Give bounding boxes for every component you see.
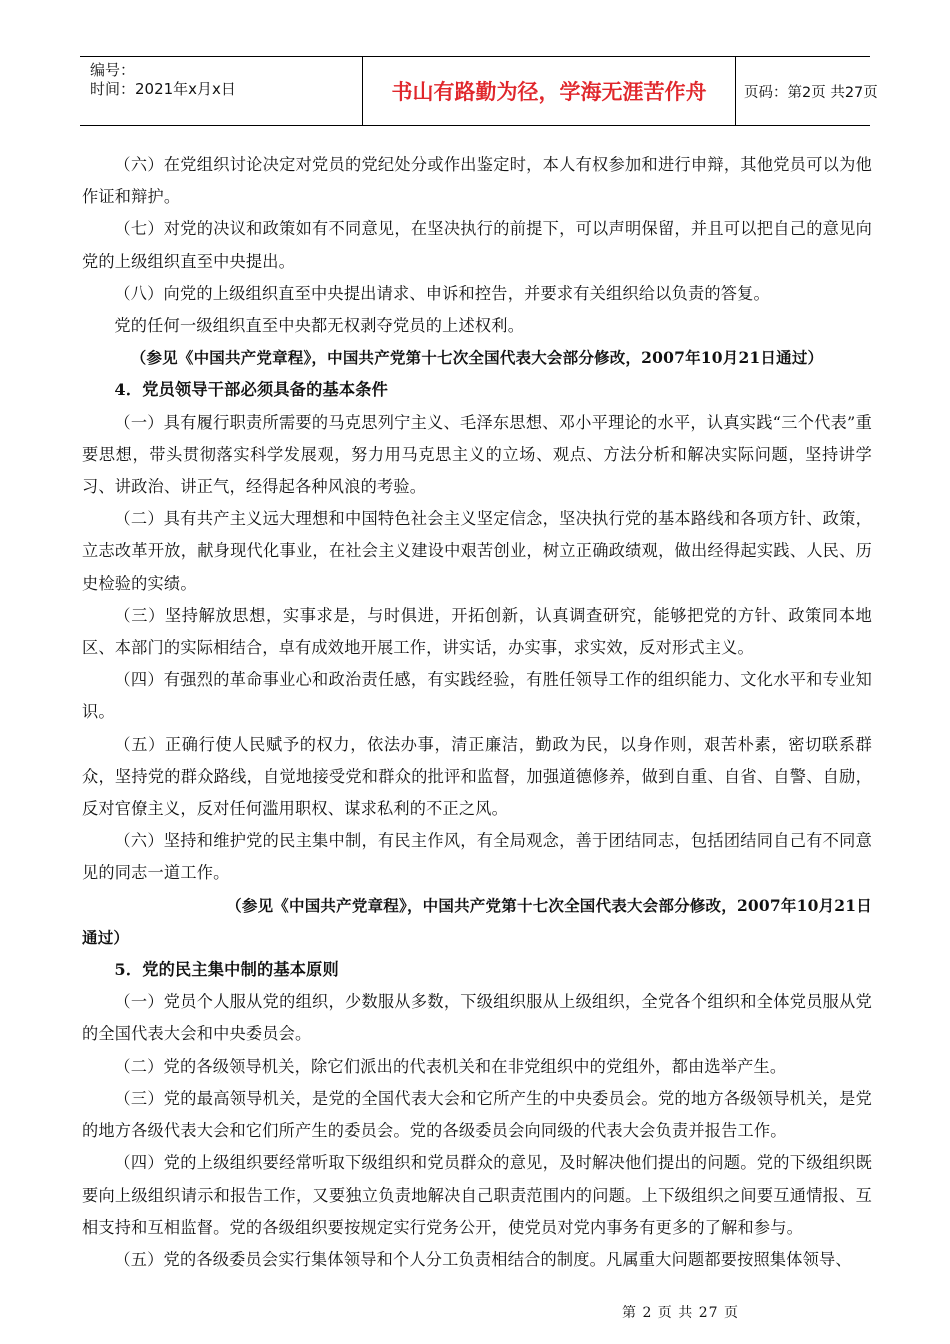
paragraph: （一）党员个人服从党的组织，少数服从多数，下级组织服从上级组织，全党各个组织和全体党员服从党的全国代表大会和中央委员会。: [82, 992, 872, 1044]
page-footer: 第 2 页 共 27 页: [622, 1305, 739, 1321]
paragraph: （一）具有履行职责所需要的马克思列宁主义、毛泽东思想、邓小平理论的水平，认真实践“三个代表”重要思想，带头贯彻落实科学发展观，努力用马克思主义的立场、观点、方法分析和解决实际问题，坚持讲学习、讲政治、讲正气，经得起各种风浪的考验。: [82, 412, 872, 497]
paragraph: （四）党的上级组织要经常听取下级组织和党员群众的意见，及时解决他们提出的问题。党的下级组织既要向上级组织请示和报告工作，又要独立负责地解决自己职责范围内的问题。上下级组织之间要互通情报、互相支持和互相监督。党的各级组织要按规定实行党务公开，使党员对党内事务有更多的了解和参与。: [82, 1153, 872, 1237]
paragraph: （三）坚持解放思想，实事求是，与时俱进，开拓创新，认真调查研究，能够把党的方针、政策同本地区、本部门的实际相结合，卓有成效地开展工作，讲实话，办实事，求实效，反对形式主义。: [82, 605, 872, 658]
paragraph: （六）在党组织讨论决定对党员的党纪处分或作出鉴定时，本人有权参加和进行申辩，其他党员可以为他作证和辩护。: [82, 155, 872, 207]
document-number-label: 编号：: [90, 61, 136, 79]
paragraph: （七）对党的决议和政策如有不同意见，在坚决执行的前提下，可以声明保留，并且可以把自己的意见向党的上级组织直至中央提出。: [82, 219, 872, 271]
document-time-label: 时间：2021年x月x日: [90, 80, 236, 98]
paragraph: （五）正确行使人民赋予的权力，依法办事，清正廉洁，勤政为民，以身作则，艰苦朴素，密切联系群众，坚持党的群众路线，自觉地接受党和群众的批评和监督，加强道德修养，做到自重、自省、自警、自励，反对官僚主义，反对任何滥用职权、谋求私利的不正之风。: [82, 734, 872, 819]
section-heading: 5．党的民主集中制的基本原则: [114, 960, 339, 980]
paragraph: （五）党的各级委员会实行集体领导和个人分工负责相结合的制度。凡属重大问题都要按照集体领导、: [114, 1249, 852, 1269]
header-motto: 书山有路勤为径，学海无涯苦作舟: [362, 57, 736, 125]
page-header: [80, 56, 878, 126]
header-page-info: 页码：第2页 共27页: [744, 84, 878, 101]
paragraph: （三）党的最高领导机关，是党的全国代表大会和它所产生的中央委员会。党的地方各级领导机关，是党的地方各级代表大会和它们所产生的委员会。党的各级委员会向同级的代表大会负责并报告工作。: [82, 1088, 872, 1141]
paragraph: （四）有强烈的革命事业心和政治责任感，有实践经验，有胜任领导工作的组织能力、文化水平和专业知识。: [82, 670, 872, 722]
reference-note: （参见《中国共产党章程》，中国共产党第十七次全国代表大会部分修改，2007年10月21日通过）: [82, 895, 872, 947]
section-heading: 4．党员领导干部必须具备的基本条件: [114, 380, 389, 400]
reference-note: （参见《中国共产党章程》，中国共产党第十七次全国代表大会部分修改，2007年10月21日通过）: [130, 348, 824, 368]
paragraph: （二）党的各级领导机关，除它们派出的代表机关和在非党组织中的党组外，都由选举产生。: [114, 1056, 787, 1076]
header-meta: [90, 61, 360, 99]
paragraph: 党的任何一级组织直至中央都无权剥夺党员的上述权利。: [114, 316, 525, 336]
paragraph: （二）具有共产主义远大理想和中国特色社会主义坚定信念，坚决执行党的基本路线和各项方针、政策，立志改革开放，献身现代化事业，在社会主义建设中艰苦创业，树立正确政绩观，做出经得起实践、人民、历史检验的实绩。: [82, 509, 872, 593]
paragraph: （八）向党的上级组织直至中央提出请求、申诉和控告，并要求有关组织给以负责的答复。: [114, 283, 770, 303]
paragraph: （六）坚持和维护党的民主集中制，有民主作风，有全局观念，善于团结同志，包括团结同自己有不同意见的同志一道工作。: [82, 831, 872, 883]
document-body: [82, 149, 872, 1276]
